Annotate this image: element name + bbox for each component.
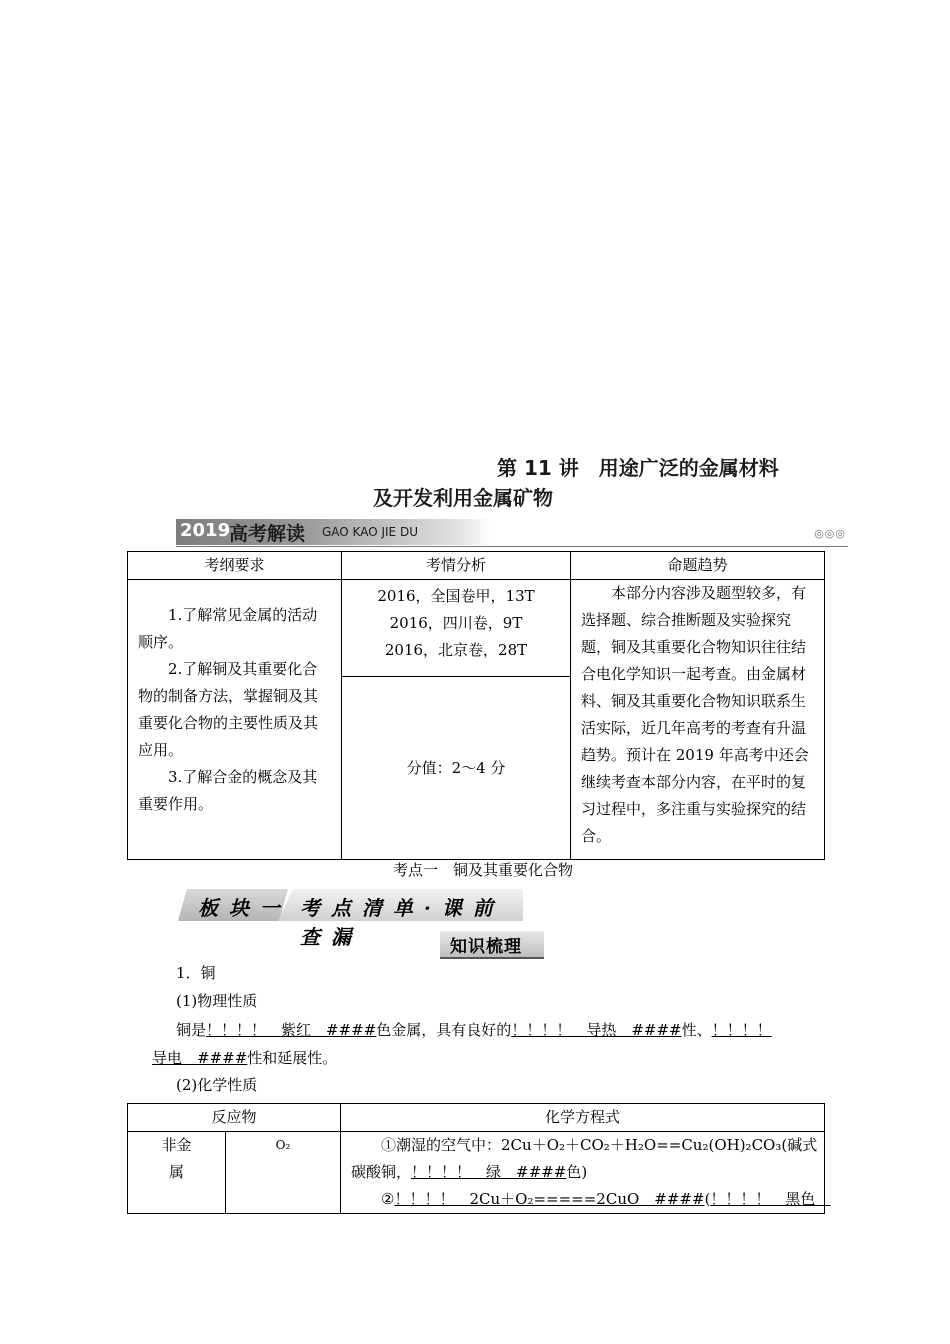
text-run: 性、 <box>681 1021 712 1039</box>
analysis-cell <box>342 580 571 677</box>
equation-text: 色) <box>566 1163 588 1181</box>
requirement-item: 2.了解铜及其重要化合物的制备方法，掌握铜及其重要化合物的主要性质及其应用。 <box>138 660 319 759</box>
blank-answer: ！！！！ 紫红 #### <box>206 1021 377 1039</box>
blank-answer: ！！！！ 导热 #### <box>511 1021 682 1039</box>
requirements-cell <box>128 580 342 860</box>
text-run: 铜是 <box>176 1021 207 1039</box>
banner-rule <box>176 546 848 547</box>
header-reactant: 反应物 <box>128 1104 341 1132</box>
blank-answer: ！！！！ 绿 #### <box>411 1163 567 1181</box>
blank-answer: ！！！！ 黑色 <box>710 1190 831 1208</box>
subsection-banner <box>440 931 544 959</box>
chem-table <box>127 1103 831 1214</box>
equation-line <box>351 1159 824 1186</box>
section-part-label: 板 块 一 <box>198 896 282 920</box>
section-part-title: 考 点 清 单 · 课 前 查 漏 <box>300 896 495 949</box>
header-equation: 化学方程式 <box>341 1104 825 1132</box>
requirement-item: 3.了解合金的概念及其重要作用。 <box>138 768 318 813</box>
text-run: 色金属，具有良好的 <box>376 1021 512 1039</box>
lesson-title-line1: 第 11 讲 用途广泛的金属材料 <box>497 456 779 480</box>
score-text: 分值：2～4 分 <box>406 758 506 777</box>
equation-text: ② <box>381 1190 395 1208</box>
physical-line-1 <box>176 1019 786 1040</box>
physical-line-2 <box>146 1047 337 1068</box>
blank-answer: 导电 #### <box>152 1049 248 1067</box>
kaodian-heading: 考点一 铜及其重要化合物 <box>393 861 574 879</box>
score-cell <box>342 677 571 860</box>
category-text: 非金属 <box>161 1136 192 1181</box>
heading-copper: 1．铜 <box>176 964 216 982</box>
reactant-text: O₂ <box>275 1138 291 1152</box>
blank-answer: ！！！！ <box>711 1021 772 1039</box>
equation-cell <box>341 1132 831 1214</box>
trend-text: 本部分内容涉及题型较多，有选择题、综合推断题及实验探究题，铜及其重要化合物知识往往结合电化学知识一起考查。由金属材料、铜及其重要化合物知识联系生活实际，近几年高考的考查有升温趋势。预计在 2019 年高考中还会继续考查本部分内容，在平时的复习过程中，多注重与实验探究的结合。 <box>581 584 809 845</box>
overview-table <box>127 551 825 860</box>
trend-cell <box>571 580 825 860</box>
lesson-title-line2: 及开发利用金属矿物 <box>373 486 553 510</box>
heading-physical: (1)物理性质 <box>176 992 258 1010</box>
analysis-item: 2016，四川卷，9T <box>389 614 523 632</box>
header-requirements: 考纲要求 <box>128 552 342 580</box>
equation-text: 碳酸铜， <box>351 1163 412 1181</box>
equation-line <box>351 1132 824 1159</box>
analysis-item: 2016，全国卷甲，13T <box>377 587 535 605</box>
analysis-item: 2016，北京卷，28T <box>384 641 528 659</box>
category-cell <box>128 1132 226 1214</box>
banner-year: 2019 <box>180 520 231 541</box>
blank-answer: ！！！！ 2Cu＋O₂=====2CuO #### <box>394 1190 705 1208</box>
banner-dots-icon: ◎◎◎ <box>814 527 846 540</box>
gaokao-banner <box>176 519 848 547</box>
equation-line <box>351 1186 831 1213</box>
equation-text: ①潮湿的空气中：2Cu＋O₂＋CO₂＋H₂O==Cu₂(OH)₂CO₃(碱式 <box>381 1136 818 1154</box>
header-analysis: 考情分析 <box>342 552 571 580</box>
banner-title: 高考解读 <box>229 523 306 545</box>
subsection-title: 知识梳理 <box>450 937 522 957</box>
reactant-cell <box>226 1132 341 1214</box>
text-run: 性和延展性。 <box>247 1049 338 1067</box>
equation-text: ( <box>704 1190 711 1208</box>
heading-chemical: (2)化学性质 <box>176 1076 258 1094</box>
header-trend: 命题趋势 <box>571 552 825 580</box>
requirement-item: 1.了解常见金属的活动顺序。 <box>138 606 318 651</box>
banner-subtitle: GAO KAO JIE DU <box>322 525 418 539</box>
